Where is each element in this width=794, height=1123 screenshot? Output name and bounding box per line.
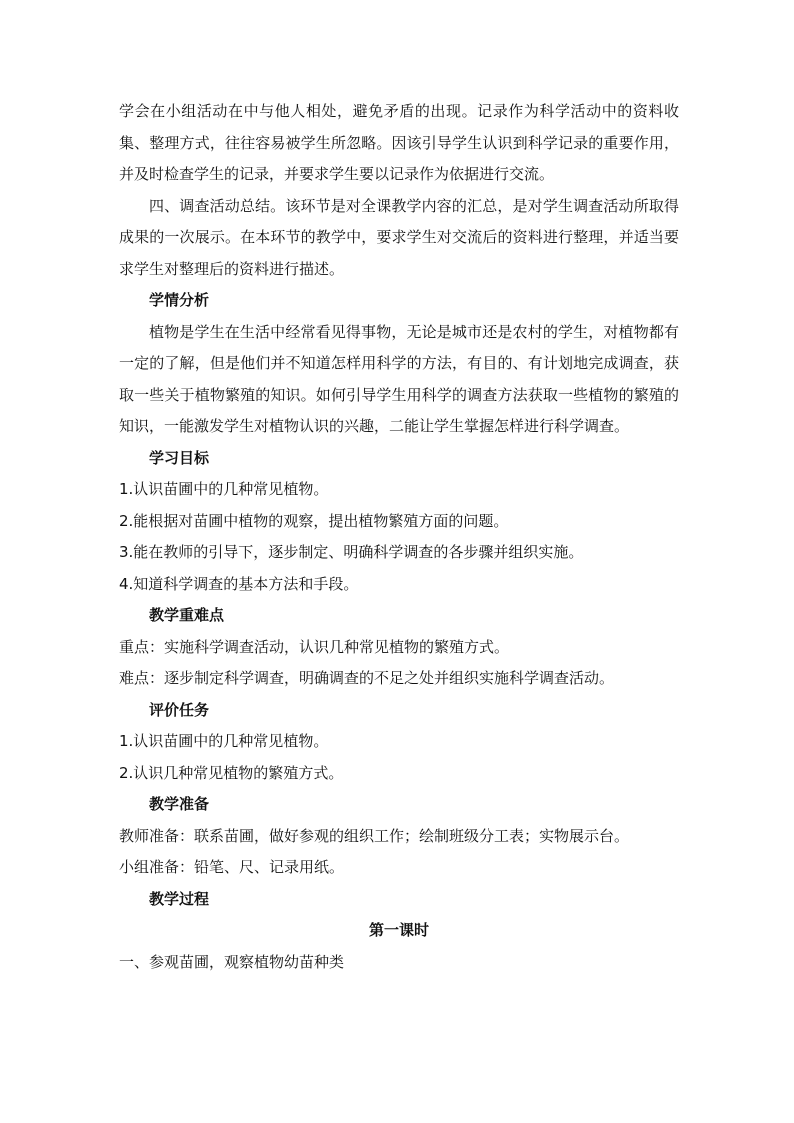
heading-key-difficult: 教学重难点 — [149, 606, 225, 624]
paragraph-summary: 四、调查活动总结。该环节是对全课教学内容的汇总，是对学生调查活动所取得成果的一次展示。在本环节的教学中，要求学生对交流后的资料进行整理，并适当要求学生对整理后的资料进行描述。 — [119, 196, 679, 278]
goal-item: 1.认识苗圃中的几种常见植物。 — [119, 480, 329, 498]
paragraph-student-analysis: 植物是学生在生活中经常看见得事物，无论是城市还是农村的学生，对植物都有一定的了解，但是他们并不知道怎样用科学的方法，有目的、有计划地完成调查，获取一些关于植物繁殖的知识。如何引导学生用科学的调查方法获取一些植物的繁殖的知识，一能激发学生对植物认识的兴趣，二能让学生掌握怎样进行科学调查。 — [119, 322, 679, 435]
document-body — [119, 96, 679, 978]
task-item: 1.认识苗圃中的几种常见植物。 — [119, 732, 329, 750]
heading-preparation: 教学准备 — [149, 795, 210, 813]
goal-item: 4.知道科学调查的基本方法和手段。 — [119, 574, 359, 593]
heading-evaluation-tasks: 评价任务 — [149, 700, 210, 719]
heading-learning-goals: 学习目标 — [149, 448, 210, 467]
lesson-title: 第一课时 — [368, 921, 429, 939]
key-point: 重点：实施科学调查活动，认识几种常见植物的繁殖方式。 — [119, 637, 510, 656]
group-prep: 小组准备：铅笔、尺、记录用纸。 — [119, 858, 345, 876]
heading-teaching-process: 教学过程 — [149, 889, 210, 908]
step-one: 一、参观苗圃，观察植物幼苗种类 — [119, 952, 345, 971]
goal-item: 2.能根据对苗圃中植物的观察，提出植物繁殖方面的问题。 — [119, 511, 509, 530]
heading-student-analysis: 学情分析 — [149, 291, 210, 309]
task-item: 2.认识几种常见植物的繁殖方式。 — [119, 763, 344, 782]
paragraph-record: 学会在小组活动在中与他人相处，避免矛盾的出现。记录作为科学活动中的资料收集、整理方式，往往容易被学生所忽略。因该引导学生认识到科学记录的重要作用，并及时检查学生的记录，并要求学生要以记录作为依据进行交流。 — [119, 102, 679, 183]
teacher-prep: 教师准备：联系苗圃，做好参观的组织工作；绘制班级分工表；实物展示台。 — [119, 826, 630, 845]
goal-item: 3.能在教师的引导下，逐步制定、明确科学调查的各步骤并组织实施。 — [119, 543, 584, 561]
difficult-point: 难点：逐步制定科学调查，明确调查的不足之处并组织实施科学调查活动。 — [119, 669, 615, 687]
